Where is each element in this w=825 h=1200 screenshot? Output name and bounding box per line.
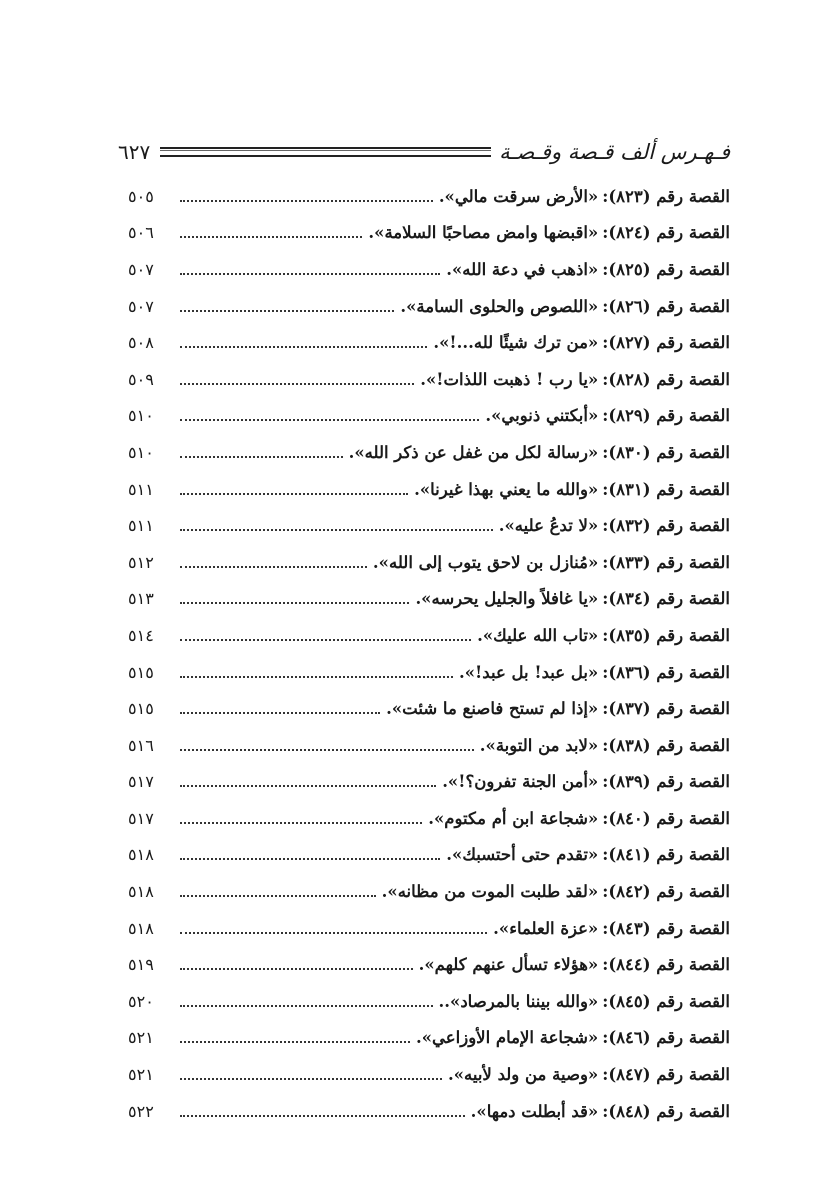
entry-title: «أبكتني ذنوبي».	[485, 406, 599, 426]
entry-label: القصة رقم (٨٤٣):	[602, 918, 730, 938]
dot-leader	[180, 821, 422, 824]
entry-page-number: ٥١٥	[128, 662, 154, 682]
index-entry	[128, 471, 730, 508]
entry-title: «يا رب ! ذهبت اللذات!».	[420, 369, 599, 389]
dot-leader	[180, 1114, 465, 1117]
dot-leader	[180, 748, 474, 751]
dot-leader	[180, 345, 427, 348]
entry-label: القصة رقم (٨٢٤):	[602, 223, 730, 243]
dot-leader	[180, 1077, 442, 1080]
entry-label: القصة رقم (٨٣٧):	[602, 699, 730, 719]
dot-leader	[180, 418, 479, 421]
dot-leader	[180, 784, 436, 787]
entry-page-number: ٥٠٩	[128, 369, 154, 389]
entry-page-number: ٥١٦	[128, 735, 154, 755]
entry-title: «لا تدعُ عليه».	[498, 516, 599, 536]
entry-label: القصة رقم (٨٤٥):	[602, 991, 730, 1011]
page-number: ٦٢٧	[118, 140, 151, 164]
entry-title: «مُنازل بن لاحق يتوب إلى الله».	[372, 552, 599, 572]
entry-label: القصة رقم (٨٢٩):	[602, 406, 730, 426]
header-rule	[160, 147, 491, 157]
entry-page-number: ٥١٤	[128, 625, 154, 645]
entry-label: القصة رقم (٨٢٥):	[602, 259, 730, 279]
dot-leader	[180, 528, 493, 531]
entry-title: «والله بيننا بالمرصاد»..	[438, 991, 599, 1011]
dot-leader	[180, 272, 440, 275]
index-entry	[128, 581, 730, 618]
entry-label: القصة رقم (٨٣٥):	[602, 625, 730, 645]
entry-title: «اذهب في دعة الله».	[446, 259, 599, 279]
entry-title: «من ترك شيئًا لله...!».	[433, 333, 599, 353]
index-entry	[128, 507, 730, 544]
index-entry	[128, 946, 730, 983]
entry-title: «هؤلاء تسأل عنهم كلهم».	[418, 955, 599, 975]
entry-label: القصة رقم (٨٤٠):	[602, 808, 730, 828]
dot-leader	[180, 638, 471, 641]
dot-leader	[180, 382, 414, 385]
entry-title: «الأرض سرقت مالي».	[438, 186, 599, 206]
entry-title: «تاب الله عليك».	[477, 625, 599, 645]
index-entry	[128, 873, 730, 910]
entry-title: «لابد من التوبة».	[479, 735, 599, 755]
dot-leader	[180, 1040, 410, 1043]
entry-page-number: ٥٢٢	[128, 1101, 154, 1121]
entry-label: القصة رقم (٨٣٦):	[602, 662, 730, 682]
entry-page-number: ٥٢١	[128, 1028, 154, 1048]
index-entry	[128, 727, 730, 764]
index-entry	[128, 361, 730, 398]
index-entry	[128, 764, 730, 801]
index-entry	[128, 1093, 730, 1130]
page-header	[118, 134, 730, 170]
entry-label: القصة رقم (٨٤٤):	[602, 955, 730, 975]
dot-leader	[180, 675, 453, 678]
dot-leader	[180, 931, 487, 934]
entry-page-number: ٥١٠	[128, 442, 154, 462]
index-entry	[128, 910, 730, 947]
entry-label: القصة رقم (٨٤٧):	[602, 1065, 730, 1085]
entry-page-number: ٥٠٦	[128, 223, 154, 243]
index-entry	[128, 617, 730, 654]
dot-leader	[180, 309, 394, 312]
entry-title: «عزة العلماء».	[493, 918, 599, 938]
index-entry	[128, 251, 730, 288]
entry-title: «رسالة لكل من غفل عن ذكر الله».	[348, 442, 599, 462]
entry-page-number: ٥١٨	[128, 918, 154, 938]
entry-page-number: ٥١١	[128, 516, 154, 536]
entry-page-number: ٥٢٠	[128, 991, 154, 1011]
dot-leader	[180, 492, 408, 495]
entry-label: القصة رقم (٨٣٤):	[602, 589, 730, 609]
index-entry	[128, 690, 730, 727]
entry-label: القصة رقم (٨٤٨):	[602, 1101, 730, 1121]
entry-title: «والله ما يعني بهذا غيرنا».	[414, 479, 599, 499]
dot-leader	[180, 565, 367, 568]
entry-label: القصة رقم (٨٢٦):	[602, 296, 730, 316]
dot-leader	[180, 455, 343, 458]
entry-page-number: ٥٠٨	[128, 333, 154, 353]
entry-title: «اللصوص والحلوى السامة».	[400, 296, 599, 316]
entry-label: القصة رقم (٨٣١):	[602, 479, 730, 499]
entry-label: القصة رقم (٨٣٢):	[602, 516, 730, 536]
entry-page-number: ٥٠٥	[128, 186, 154, 206]
entry-title: «تقدم حتى أحتسبك».	[446, 845, 599, 865]
entry-label: القصة رقم (٨٣٩):	[602, 772, 730, 792]
entry-title: «قد أبطلت دمها».	[470, 1101, 599, 1121]
entry-page-number: ٥١٠	[128, 406, 154, 426]
dot-leader	[180, 235, 362, 238]
entry-title: «لقد طلبت الموت من مظانه».	[381, 882, 599, 902]
entry-title: «أمن الجنة تفرون؟!».	[442, 772, 599, 792]
index-entry	[128, 1056, 730, 1093]
index-entry	[128, 1020, 730, 1057]
index-list	[128, 178, 730, 1129]
index-entry	[128, 288, 730, 325]
index-entry	[128, 800, 730, 837]
entry-title: «وصية من ولد لأبيه».	[447, 1065, 599, 1085]
index-entry	[128, 324, 730, 361]
dot-leader	[180, 601, 409, 604]
dot-leader	[180, 199, 433, 202]
entry-page-number: ٥٢١	[128, 1065, 154, 1085]
entry-label: القصة رقم (٨٣٣):	[602, 552, 730, 572]
entry-title: «شجاعة الإمام الأوزاعي».	[416, 1028, 599, 1048]
entry-page-number: ٥١٧	[128, 772, 154, 792]
entry-label: القصة رقم (٨٣٨):	[602, 735, 730, 755]
entry-title: «اقبضها وامض مصاحبًا السلامة».	[368, 223, 599, 243]
running-title: فـهـرس ألف قـصة وقـصـة	[499, 140, 730, 164]
entry-label: القصة رقم (٨٤١):	[602, 845, 730, 865]
dot-leader	[180, 894, 376, 897]
index-entry	[128, 544, 730, 581]
entry-page-number: ٥١٩	[128, 955, 154, 975]
entry-label: القصة رقم (٨٣٠):	[602, 442, 730, 462]
entry-page-number: ٥١٧	[128, 808, 154, 828]
entry-label: القصة رقم (٨٤٦):	[602, 1028, 730, 1048]
dot-leader	[180, 1004, 433, 1007]
index-entry	[128, 215, 730, 252]
entry-label: القصة رقم (٨٢٨):	[602, 369, 730, 389]
entry-title: «شجاعة ابن أم مكتوم».	[428, 808, 599, 828]
entry-page-number: ٥٠٧	[128, 296, 154, 316]
index-entry	[128, 654, 730, 691]
index-entry	[128, 178, 730, 215]
entry-label: القصة رقم (٨٤٢):	[602, 882, 730, 902]
entry-title: «إذا لم تستح فاصنع ما شئت».	[386, 699, 599, 719]
entry-label: القصة رقم (٨٢٧):	[602, 333, 730, 353]
entry-page-number: ٥١٨	[128, 845, 154, 865]
entry-page-number: ٥١٣	[128, 589, 154, 609]
index-entry	[128, 837, 730, 874]
dot-leader	[180, 857, 440, 860]
index-entry	[128, 434, 730, 471]
entry-page-number: ٥٠٧	[128, 259, 154, 279]
entry-page-number: ٥١١	[128, 479, 154, 499]
dot-leader	[180, 967, 413, 970]
index-entry	[128, 398, 730, 435]
entry-title: «بل عبد! بل عبد!».	[459, 662, 599, 682]
dot-leader	[180, 711, 380, 714]
entry-page-number: ٥١٢	[128, 552, 154, 572]
entry-page-number: ٥١٥	[128, 699, 154, 719]
entry-label: القصة رقم (٨٢٣):	[602, 186, 730, 206]
entry-page-number: ٥١٨	[128, 882, 154, 902]
entry-title: «يا غافلاً والجليل يحرسه».	[415, 589, 599, 609]
index-entry	[128, 983, 730, 1020]
